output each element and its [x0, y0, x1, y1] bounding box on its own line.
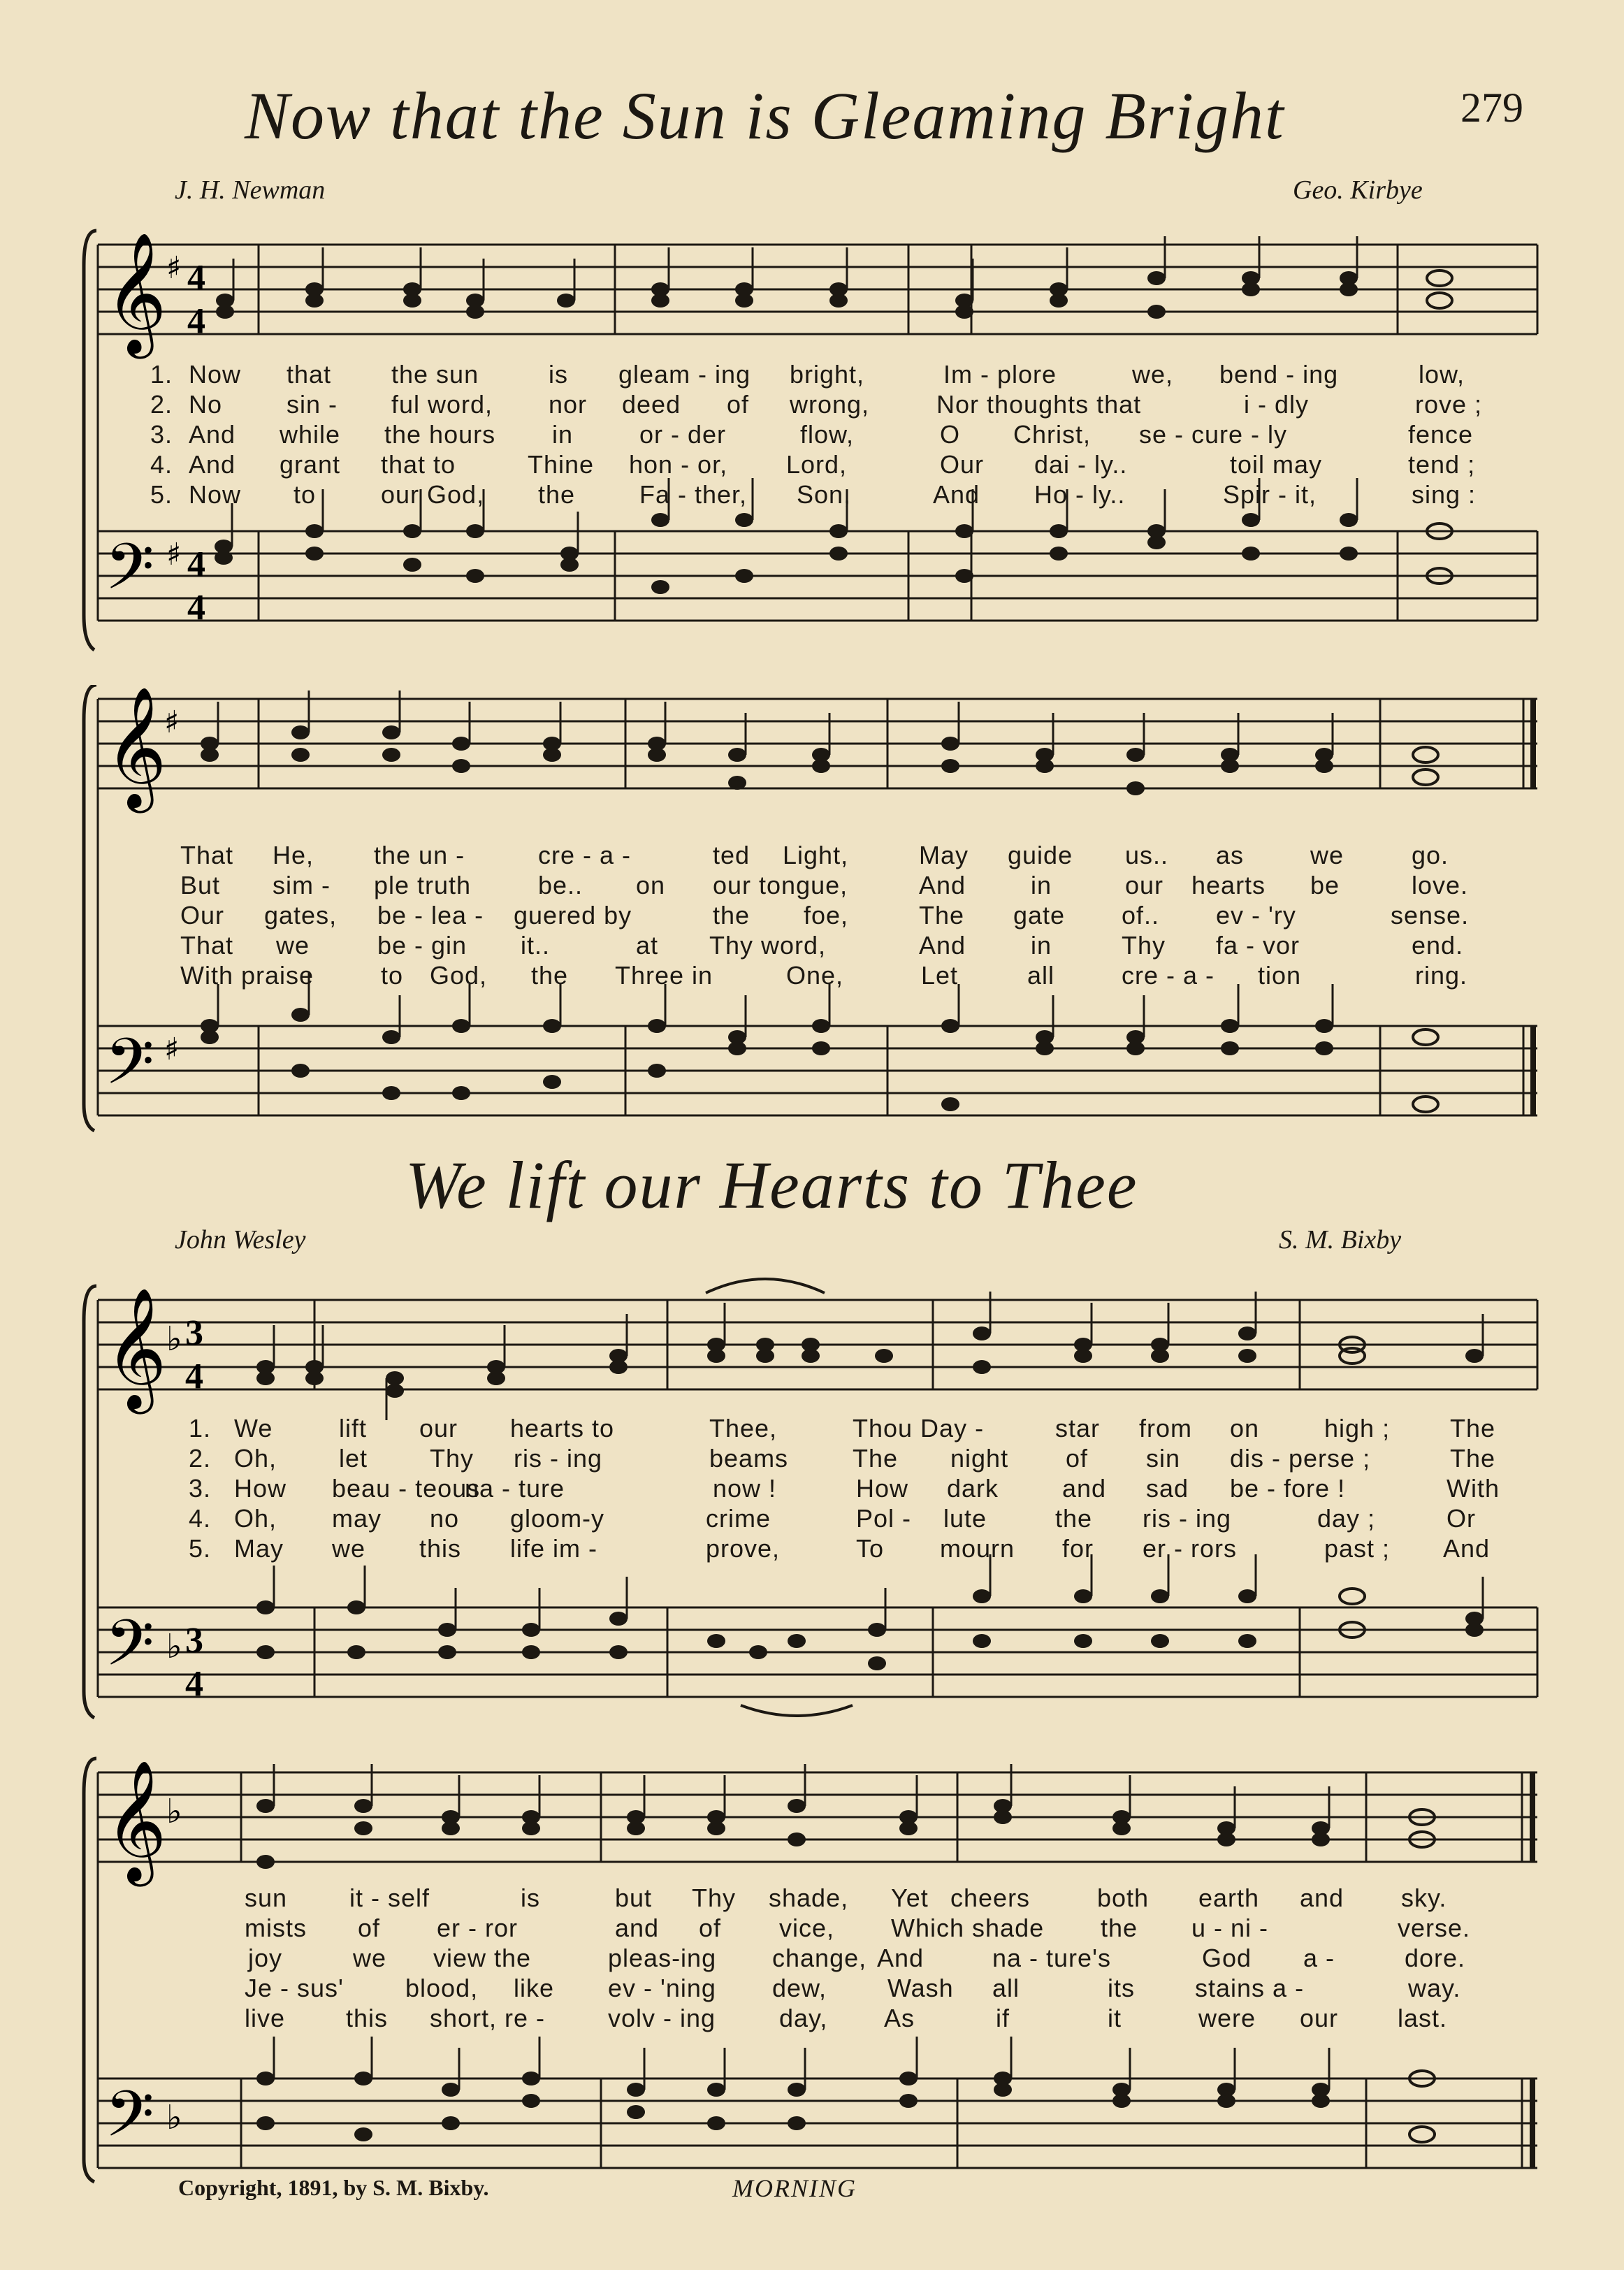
- syllable: How: [234, 1474, 287, 1503]
- syllable: Spir - it,: [1223, 480, 1317, 509]
- syllable: sad: [1146, 1474, 1189, 1503]
- syllable: cre - a -: [1122, 961, 1215, 990]
- syllable: The: [1450, 1414, 1496, 1443]
- h2-verse-4-line-2: [0, 1974, 1624, 2003]
- syllable: se - cure - ly: [1139, 420, 1288, 449]
- h2-verse-1-line-2: [0, 1884, 1624, 1913]
- syllable: And: [1443, 1534, 1491, 1563]
- syllable: That: [180, 841, 234, 869]
- syllable: low,: [1419, 360, 1465, 389]
- syllable: Now: [189, 360, 242, 389]
- syllable: in: [552, 420, 574, 449]
- syllable: guide: [1008, 841, 1073, 869]
- syllable: all: [992, 1974, 1020, 2002]
- syllable: let: [339, 1444, 368, 1473]
- syllable: it - self: [349, 1884, 430, 1912]
- syllable: us..: [1125, 841, 1169, 869]
- syllable: Thy word,: [709, 931, 827, 960]
- syllable: sun: [245, 1884, 288, 1912]
- syllable: day,: [779, 2004, 828, 2032]
- syllable: way.: [1408, 1974, 1461, 2002]
- syllable: How: [856, 1474, 909, 1503]
- syllable: of: [358, 1914, 381, 1942]
- syllable: With: [1447, 1474, 1500, 1503]
- syllable: at: [636, 931, 659, 960]
- syllable: Christ,: [1013, 420, 1092, 449]
- syllable: hearts to: [510, 1414, 615, 1443]
- syllable: cre - a -: [538, 841, 632, 869]
- syllable: Oh,: [234, 1504, 277, 1533]
- verse-2-line-2: [0, 871, 1624, 900]
- syllable: day ;: [1317, 1504, 1376, 1533]
- syllable: of: [699, 1914, 722, 1942]
- syllable: ring.: [1415, 961, 1468, 990]
- syllable: dark: [947, 1474, 999, 1503]
- syllable: The: [853, 1444, 899, 1473]
- syllable: deed: [622, 390, 681, 419]
- syllable: ful word,: [391, 390, 493, 419]
- bass-clef-icon: 𝄢: [105, 2077, 154, 2167]
- verse-3-line-2: [0, 901, 1624, 930]
- syllable: sing :: [1412, 480, 1477, 509]
- page-number: 279: [1460, 85, 1523, 131]
- time-sig-top: 3: [185, 1313, 203, 1353]
- syllable: bend - ing: [1219, 360, 1339, 389]
- syllable: u - ni -: [1191, 1914, 1269, 1942]
- syllable: and: [1062, 1474, 1107, 1503]
- syllable: this: [346, 2004, 389, 2032]
- syllable: guered by: [514, 901, 632, 930]
- syllable: er - ror: [437, 1914, 518, 1942]
- syllable: now !: [713, 1474, 777, 1503]
- syllable: our tongue,: [713, 871, 848, 899]
- syllable: star: [1055, 1414, 1101, 1443]
- syllable: And: [189, 420, 236, 449]
- syllable: prove,: [706, 1534, 781, 1563]
- syllable: we: [276, 931, 310, 960]
- syllable: of: [1066, 1444, 1089, 1473]
- syllable: bright,: [790, 360, 865, 389]
- treble-clef-icon: 𝄞: [105, 1760, 167, 1881]
- syllable: live: [245, 2004, 286, 2032]
- syllable: No: [189, 390, 223, 419]
- syllable: high ;: [1324, 1414, 1391, 1443]
- syllable: and: [615, 1914, 660, 1942]
- author: John Wesley: [175, 1225, 306, 1255]
- syllable: the: [713, 901, 751, 930]
- syllable: the: [1101, 1914, 1138, 1942]
- syllable: gates,: [264, 901, 338, 930]
- verse-number: 4.: [189, 1504, 212, 1533]
- h2-verse-5-line-2: [0, 2004, 1624, 2033]
- syllable: but: [615, 1884, 653, 1912]
- syllable: while: [280, 420, 341, 449]
- syllable: the: [538, 480, 576, 509]
- syllable: sin: [1146, 1444, 1181, 1473]
- bass-staff: [98, 531, 1537, 621]
- syllable: beams: [709, 1444, 789, 1473]
- syllable: But: [180, 871, 221, 899]
- syllable: Or: [1447, 1504, 1476, 1533]
- syllable: is: [549, 360, 568, 389]
- syllable: the sun: [391, 360, 479, 389]
- time-sig-top: 4: [187, 544, 205, 584]
- syllable: change,: [772, 1944, 867, 1972]
- syllable: of..: [1122, 901, 1160, 930]
- syllable: Fa - ther,: [639, 480, 748, 509]
- syllable: May: [234, 1534, 284, 1563]
- verse-1-line-2: [0, 841, 1624, 870]
- syllable: is: [521, 1884, 540, 1912]
- verse-5-line: [0, 480, 1624, 509]
- syllable: be..: [538, 871, 583, 899]
- syllable: We: [234, 1414, 273, 1443]
- syllable: lift: [339, 1414, 367, 1443]
- syllable: Pol -: [856, 1504, 912, 1533]
- syllable: we: [353, 1944, 387, 1972]
- syllable: Thy: [430, 1444, 474, 1473]
- syllable: like: [514, 1974, 555, 2002]
- syllable: As: [884, 2004, 915, 2032]
- slur: [706, 1279, 825, 1293]
- syllable: joy: [248, 1944, 283, 1972]
- syllable: ris - ing: [1143, 1504, 1232, 1533]
- syllable: on: [1230, 1414, 1260, 1443]
- syllable: nor: [549, 390, 588, 419]
- verse-number: 4.: [150, 450, 173, 479]
- syllable: That: [180, 931, 234, 960]
- syllable: the: [531, 961, 569, 990]
- syllable: toil may: [1230, 450, 1323, 479]
- bass-clef-icon: 𝄢: [105, 530, 154, 619]
- syllable: ted: [713, 841, 751, 869]
- hymn-title: Now that the Sun is Gleaming Bright: [245, 78, 1285, 153]
- syllable: the un -: [374, 841, 465, 869]
- syllable: sim -: [273, 871, 331, 899]
- syllable: no: [430, 1504, 460, 1533]
- syllable: earth: [1198, 1884, 1260, 1912]
- bass-staff: [98, 1026, 1537, 1115]
- bass-clef-icon: 𝄢: [105, 1606, 154, 1696]
- syllable: a -: [1303, 1944, 1335, 1972]
- syllable: foe,: [804, 901, 849, 930]
- verse-2-line: [0, 390, 1624, 419]
- syllable: dis - perse ;: [1230, 1444, 1371, 1473]
- syllable: it..: [521, 931, 551, 960]
- time-sig-top: 3: [185, 1621, 203, 1661]
- h2-verse-2-line-2: [0, 1914, 1624, 1943]
- treble-staff: [98, 699, 1537, 788]
- syllable: to: [293, 480, 317, 509]
- syllable: end.: [1412, 931, 1464, 960]
- syllable: er - rors: [1143, 1534, 1237, 1563]
- syllable: Which shade: [891, 1914, 1045, 1942]
- syllable: Now: [189, 480, 242, 509]
- syllable: The: [1450, 1444, 1496, 1473]
- syllable: gloom-y: [510, 1504, 605, 1533]
- syllable: Yet: [891, 1884, 929, 1912]
- verse-number: 5.: [150, 480, 173, 509]
- syllable: both: [1097, 1884, 1150, 1912]
- verse-number: 1.: [189, 1414, 212, 1443]
- treble-clef-icon: 𝄞: [105, 232, 167, 354]
- syllable: ev - 'ry: [1216, 901, 1296, 930]
- composer: S. M. Bixby: [1279, 1225, 1402, 1255]
- syllable: Son,: [797, 480, 852, 509]
- syllable: this: [419, 1534, 462, 1563]
- syllable: mourn: [940, 1534, 1015, 1563]
- syllable: we,: [1132, 360, 1174, 389]
- syllable: love.: [1412, 871, 1469, 899]
- syllable: of: [727, 390, 750, 419]
- verse-number: 5.: [189, 1534, 212, 1563]
- syllable: on: [636, 871, 666, 899]
- syllable: dore.: [1405, 1944, 1466, 1972]
- syllable: we: [1310, 841, 1344, 869]
- sharp-icon: ♯: [164, 1032, 180, 1067]
- syllable: life im -: [510, 1534, 597, 1563]
- syllable: and: [1300, 1884, 1344, 1912]
- treble-clef-icon: 𝄞: [105, 1287, 167, 1409]
- syllable: fa - vor: [1216, 931, 1300, 960]
- verse-number: 2.: [150, 390, 173, 419]
- syllable: O: [940, 420, 961, 449]
- syllable: if: [996, 2004, 1010, 2032]
- h2-verse-1-line: [0, 1414, 1624, 1443]
- syllable: Light,: [783, 841, 849, 869]
- syllable: Wash: [887, 1974, 954, 2002]
- copyright: Copyright, 1891, by S. M. Bixby.: [178, 2175, 489, 2200]
- syllable: wrong,: [790, 390, 870, 419]
- syllable: from: [1139, 1414, 1192, 1443]
- syllable: in: [1031, 871, 1052, 899]
- syllable: stains a -: [1195, 1974, 1305, 2002]
- syllable: be: [1310, 871, 1340, 899]
- syllable: beau - teous: [332, 1474, 481, 1503]
- syllable: that to: [381, 450, 456, 479]
- syllable: The: [919, 901, 965, 930]
- syllable: past ;: [1324, 1534, 1391, 1563]
- flat-icon: ♭: [166, 1627, 182, 1666]
- syllable: Nor thoughts that: [936, 390, 1142, 419]
- syllable: lute: [943, 1504, 987, 1533]
- syllable: hearts: [1191, 871, 1266, 899]
- syllable: view the: [433, 1944, 532, 1972]
- time-sig-bottom: 4: [187, 588, 205, 628]
- syllable: it: [1108, 2004, 1122, 2032]
- verse-1-line: [0, 360, 1624, 389]
- syllable: or - der: [639, 420, 727, 449]
- syllable: sin -: [287, 390, 338, 419]
- syllable: To: [856, 1534, 885, 1563]
- h2-verse-3-line-2: [0, 1944, 1624, 1973]
- h2-verse-4-line: [0, 1504, 1624, 1533]
- time-sig-top: 4: [187, 258, 205, 298]
- syllable: Ho - ly..: [1034, 480, 1126, 509]
- syllable: its: [1108, 1974, 1135, 2002]
- syllable: sky.: [1401, 1884, 1447, 1912]
- syllable: Thou Day -: [853, 1414, 985, 1443]
- syllable: And: [919, 931, 966, 960]
- syllable: dew,: [772, 1974, 827, 2002]
- syllable: With praise: [180, 961, 314, 990]
- syllable: ev - 'ning: [608, 1974, 716, 2002]
- h2-verse-2-line: [0, 1444, 1624, 1473]
- slur: [741, 1705, 853, 1716]
- time-sig-bottom: 4: [185, 1664, 203, 1704]
- verse-number: 3.: [189, 1474, 212, 1503]
- syllable: fence: [1408, 420, 1474, 449]
- syllable: the: [1055, 1504, 1093, 1533]
- syllable: na - ture: [465, 1474, 565, 1503]
- syllable: Oh,: [234, 1444, 277, 1473]
- syllable: be - fore !: [1230, 1474, 1346, 1503]
- syllable: our: [1300, 2004, 1339, 2032]
- syllable: Thine: [528, 450, 595, 479]
- syllable: Three in: [615, 961, 713, 990]
- syllable: in: [1031, 931, 1052, 960]
- syllable: dai - ly..: [1034, 450, 1128, 479]
- flat-icon: ♭: [166, 2098, 182, 2137]
- syllable: may: [332, 1504, 382, 1533]
- sharp-icon: ♯: [166, 250, 182, 286]
- syllable: mists: [245, 1914, 307, 1942]
- syllable: Im - plore: [943, 360, 1057, 389]
- syllable: last.: [1398, 2004, 1448, 2032]
- syllable: as: [1216, 841, 1245, 869]
- syllable: Thee,: [709, 1414, 778, 1443]
- syllable: pleas-ing: [608, 1944, 717, 1972]
- syllable: And: [189, 450, 236, 479]
- syllable: crime: [706, 1504, 771, 1533]
- treble-staff: [98, 1772, 1537, 1862]
- syllable: ple truth: [374, 871, 472, 899]
- syllable: Je - sus': [245, 1974, 344, 2002]
- verse-number: 2.: [189, 1444, 212, 1473]
- syllable: gleam - ing: [618, 360, 751, 389]
- syllable: verse.: [1398, 1914, 1471, 1942]
- author: J. H. Newman: [175, 175, 326, 205]
- syllable: tend ;: [1408, 450, 1476, 479]
- syllable: to: [381, 961, 404, 990]
- syllable: all: [1027, 961, 1055, 990]
- verse-4-line: [0, 450, 1624, 479]
- sharp-icon: ♯: [166, 537, 182, 572]
- syllable: be - gin: [377, 931, 467, 960]
- syllable: One,: [786, 961, 844, 990]
- syllable: blood,: [405, 1974, 479, 2002]
- syllable: the hours: [384, 420, 496, 449]
- syllable: sense.: [1391, 901, 1470, 930]
- time-sig-bottom: 4: [187, 301, 205, 341]
- syllable: go.: [1412, 841, 1449, 869]
- syllable: Thy: [1122, 931, 1166, 960]
- syllable: tion: [1258, 961, 1302, 990]
- syllable: flow,: [800, 420, 855, 449]
- syllable: Our: [940, 450, 985, 479]
- syllable: shade,: [769, 1884, 849, 1912]
- syllable: May: [919, 841, 969, 869]
- syllable: And: [877, 1944, 925, 1972]
- hymn-title: We lift our Hearts to Thee: [405, 1148, 1138, 1222]
- syllable: grant: [280, 450, 341, 479]
- section-label: MORNING: [732, 2174, 857, 2202]
- syllable: hon - or,: [629, 450, 728, 479]
- verse-number: 1.: [150, 360, 173, 389]
- sharp-icon: ♯: [164, 704, 180, 740]
- syllable: gate: [1013, 901, 1066, 930]
- verse-4-line-2: [0, 931, 1624, 960]
- syllable: were: [1198, 2004, 1256, 2032]
- verse-number: 3.: [150, 420, 173, 449]
- bass-clef-icon: 𝄢: [105, 1025, 154, 1114]
- syllable: Thy: [692, 1884, 737, 1912]
- verse-3-line: [0, 420, 1624, 449]
- flat-icon: ♭: [166, 1320, 182, 1359]
- time-sig-bottom: 4: [185, 1357, 203, 1396]
- syllable: Lord,: [786, 450, 848, 479]
- syllable: our: [1125, 871, 1164, 899]
- h2-verse-3-line: [0, 1474, 1624, 1503]
- syllable: that: [287, 360, 332, 389]
- syllable: be - lea -: [377, 901, 484, 930]
- syllable: i - dly: [1244, 390, 1310, 419]
- syllable: God,: [430, 961, 488, 990]
- syllable: And: [919, 871, 966, 899]
- syllable: volv - ing: [608, 2004, 716, 2032]
- syllable: Let: [921, 961, 959, 990]
- syllable: our God,: [381, 480, 485, 509]
- composer: Geo. Kirbye: [1293, 175, 1423, 205]
- syllable: And: [933, 480, 980, 509]
- verse-5-line-2: [0, 961, 1624, 990]
- treble-clef-icon: 𝄞: [105, 686, 167, 808]
- flat-icon: ♭: [166, 1792, 182, 1831]
- syllable: vice,: [779, 1914, 835, 1942]
- syllable: night: [950, 1444, 1009, 1473]
- syllable: God: [1202, 1944, 1252, 1972]
- syllable: na - ture's: [992, 1944, 1111, 1972]
- syllable: short, re -: [430, 2004, 546, 2032]
- syllable: ris - ing: [514, 1444, 603, 1473]
- syllable: we: [332, 1534, 366, 1563]
- syllable: our: [419, 1414, 458, 1443]
- syllable: Our: [180, 901, 225, 930]
- h2-verse-5-line: [0, 1534, 1624, 1563]
- syllable: cheers: [950, 1884, 1031, 1912]
- syllable: rove ;: [1415, 390, 1483, 419]
- syllable: He,: [273, 841, 314, 869]
- syllable: for: [1062, 1534, 1094, 1563]
